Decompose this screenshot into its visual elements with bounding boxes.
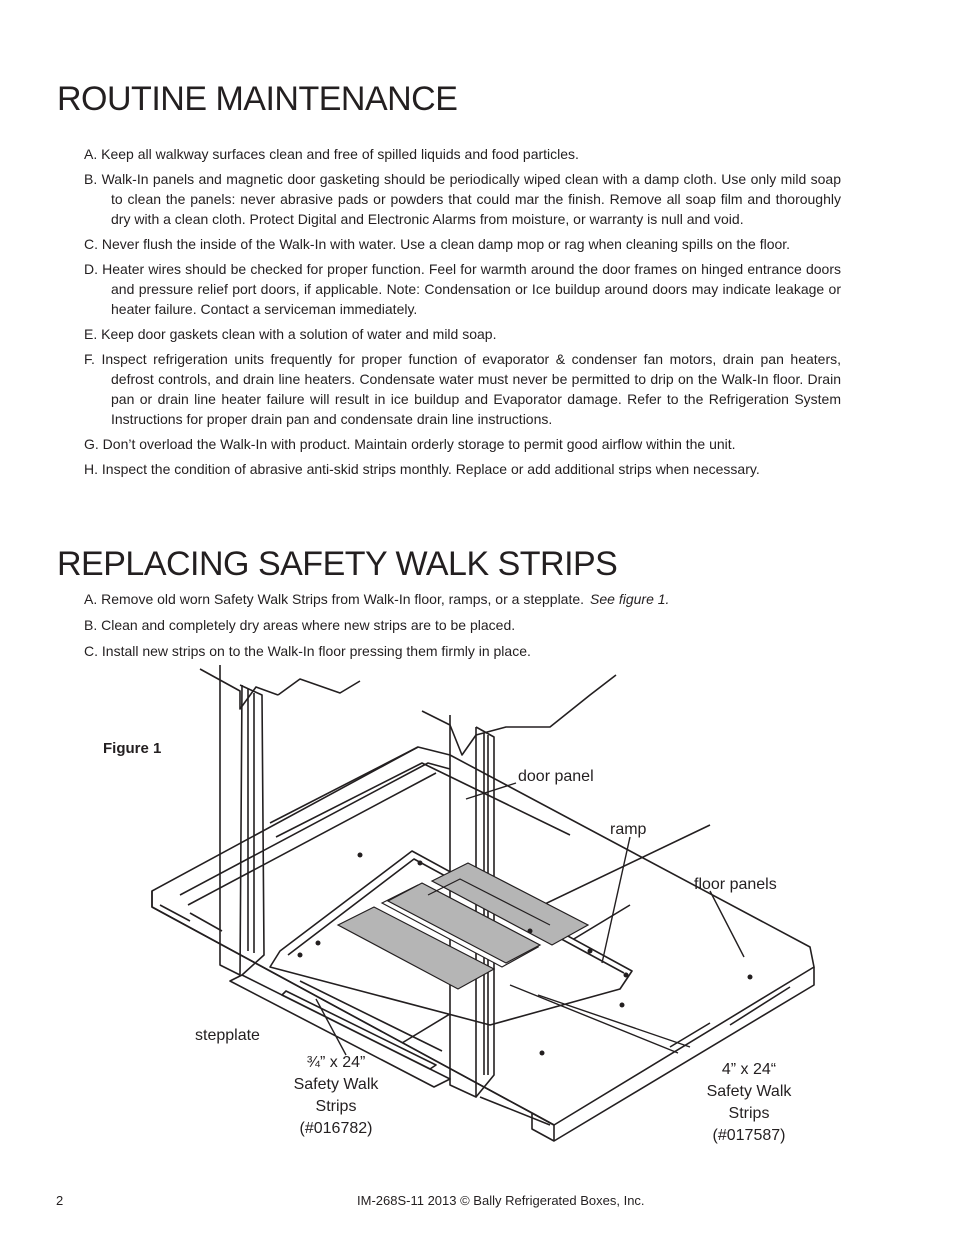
large-strip-label [697, 1059, 801, 1147]
maintenance-item: B. Walk-In panels and magnetic door gasketing should be periodically wiped clean with a damp cloth. Use only mild soap to clean the panels: never abrasive pads or powders that could mar the finish. Remove all soap film and thoroughly dry with a clean cloth. Protect Digital and Electronic Alarms from moisture, or warranty is null and void. [84, 171, 841, 227]
footer-doc-info: IM-268S-11 2013 © Bally Refrigerated Boxes, Inc. [357, 1193, 645, 1208]
stepplate-label: stepplate [195, 1027, 260, 1044]
maintenance-heading: ROUTINE MAINTENANCE [57, 80, 458, 118]
walk-strips-item [84, 615, 841, 635]
figure-label: Figure 1 [103, 740, 162, 757]
large-strip-size: 4” x 24“ [721, 1061, 777, 1078]
maintenance-item: D. Heater wires should be checked for proper function. Feel for warmth around the door frames on hinged entrance doors and pressure relief port doors, if applicable. Note: Condensation or Ice buildup around doors may indicate leakage or heater failure. Contact a serviceman immediately. [84, 261, 841, 317]
small-strip-name: Safety Walk [293, 1076, 379, 1093]
walk-strips-item-text: A. Remove old worn Safety Walk Strips from Walk-In floor, ramps, or a stepplate. [84, 591, 585, 607]
door-panel-label: door panel [518, 768, 594, 785]
maintenance-item: C. Never flush the inside of the Walk-In with water. Use a clean damp mop or rag when cleaning spills on the floor. [84, 236, 791, 252]
maintenance-item: G. Don’t overload the Walk-In with product. Maintain orderly storage to permit good airflow within the unit. [84, 436, 736, 452]
maintenance-item: F. Inspect refrigeration units frequently for proper function of evaporator & condenser fan motors, drain pan heaters, defrost controls, and drain line heaters. Condensate water must never be permitted to drip on the Walk-In floor. Drain pan or drain line heater failure will result in ice buildup and Evaporator damage. Refer to the Refrigeration System Instructions for proper drain pan and condensate drain line instructions. [84, 351, 841, 427]
walk-strips-item-text: C. Install new strips on to the Walk-In floor pressing them firmly in place. [84, 643, 531, 659]
page-number: 2 [56, 1193, 64, 1208]
small-strip-label [284, 1052, 388, 1140]
small-strip-type: Strips [315, 1098, 357, 1115]
large-strip-type: Strips [728, 1105, 770, 1122]
large-strip-part: (#017587) [712, 1127, 786, 1144]
maintenance-item: A. Keep all walkway surfaces clean and free of spilled liquids and food particles. [84, 146, 579, 162]
walk-strips-item [84, 589, 841, 609]
ramp-label: ramp [610, 821, 647, 838]
walk-strips-item-text: B. Clean and completely dry areas where new strips are to be placed. [84, 617, 516, 633]
floor-panels-label: floor panels [694, 876, 777, 893]
small-strip-size: ¾” x 24” [306, 1054, 366, 1071]
large-strip-name: Safety Walk [706, 1083, 792, 1100]
maintenance-list [84, 144, 841, 484]
maintenance-item: E. Keep door gaskets clean with a solution of water and mild soap. [84, 326, 497, 342]
maintenance-item: H. Inspect the condition of abrasive anti-skid strips monthly. Replace or add additional strips when necessary. [84, 461, 760, 477]
walk-strips-heading: REPLACING SAFETY WALK STRIPS [57, 545, 618, 583]
small-strip-part: (#016782) [299, 1120, 373, 1137]
figure-reference: See figure 1. [590, 591, 670, 607]
